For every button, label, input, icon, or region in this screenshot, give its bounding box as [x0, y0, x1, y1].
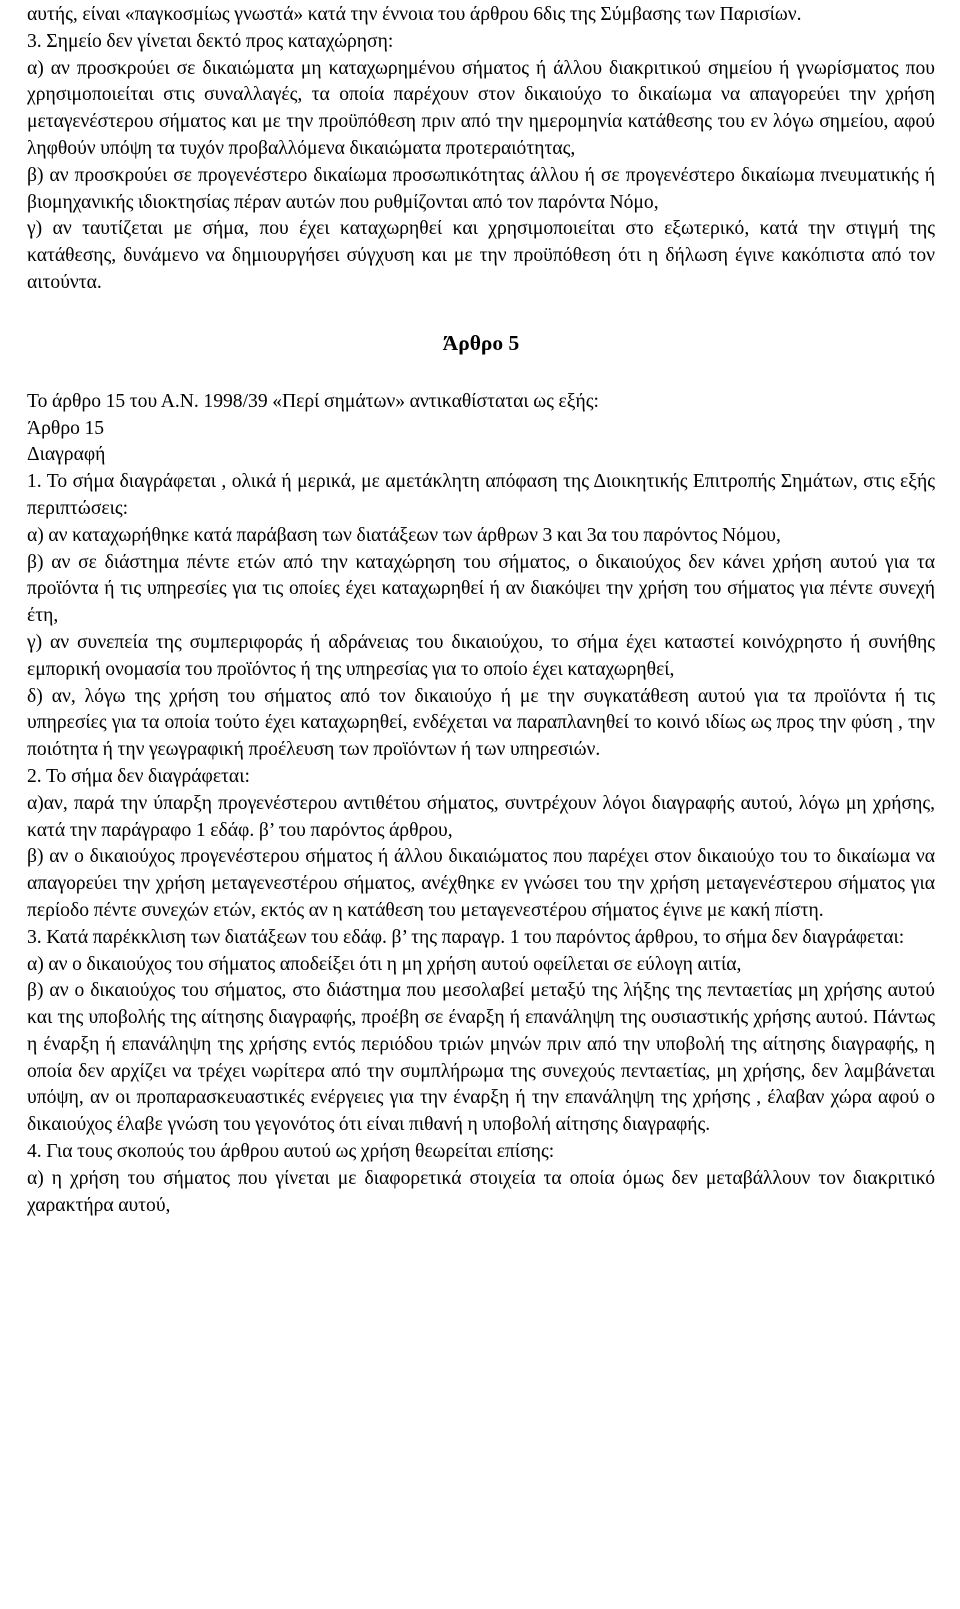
paragraph-clause-3c: γ) αν ταυτίζεται με σήμα, που έχει καταχωρηθεί και χρησιμοποιείται στο εξωτερικό, κατά την στιγμή της κατάθεσης, δυνάμενο να δημιουργήσει σύγχυση και με την προϋπόθεση ότι η δήλωση έγινε κακόπιστα από τον αιτούντα.: [27, 218, 935, 293]
paragraph-1c: γ) αν συνεπεία της συμπεριφοράς ή αδράνειας του δικαιούχου, το σήμα έχει καταστεί κοινόχρηστο ή συνήθης εμπορική ονομασία του προϊόντος ή της υπηρεσίας για το οποίο έχει καταχωρηθεί,: [27, 631, 935, 680]
paragraph-4: 4. Για τους σκοπούς του άρθρου αυτού ως χρήση θεωρείται επίσης:: [27, 1141, 555, 1163]
article-heading: Άρθρο 5: [442, 330, 520, 355]
paragraph-3a: α) αν ο δικαιούχος του σήματος αποδείξει ότι η μη χρήση αυτού οφείλεται σε εύλογη αιτία,: [27, 953, 742, 975]
intro-line: Το άρθρο 15 του Α.Ν. 1998/39 «Περί σημάτων» αντικαθίσταται ως εξής:: [27, 390, 599, 412]
paragraph-3: 3. Κατά παρέκκλιση των διατάξεων του εδάφ. β’ της παραγρ. 1 του παρόντος άρθρου, το σήμα δεν διαγράφεται:: [27, 926, 905, 948]
paragraph-2a: α)αν, παρά την ύπαρξη προγενέστερου αντιθέτου σήματος, συντρέχουν λόγοι διαγραφής αυτού, λόγω μη χρήσης, κατά την παράγραφο 1 εδάφ. β’ του παρόντος άρθρου,: [27, 792, 935, 841]
paragraph-clause-3a: α) αν προσκρούει σε δικαιώματα μη καταχωρημένου σήματος ή άλλου διακριτικού σημείου ή γνωρίσματος που χρησιμοποιείται στις συναλλαγές, τα οποία παρέχουν στον δικαιούχο το δικαίωμα να απαγορεύει την χρήση μεταγενέστερου σήματος και με την προϋπόθεση πριν από την ημερομηνία κατάθεσης του εν λόγω σημείου, αφού ληφθούν υπόψη τα τυχόν προβαλλόμενα δικαιώματα προτεραιότητας,: [27, 57, 935, 159]
paragraph-continuation: αυτής, είναι «παγκοσμίως γνωστά» κατά την έννοια του άρθρου 6δις της Σύμβασης των Παρισίων.: [27, 4, 802, 25]
paragraph-2: 2. Το σήμα δεν διαγράφεται:: [27, 765, 250, 787]
paragraph-2b: β) αν ο δικαιούχος προγενέστερου σήματος ή άλλου δικαιώματος που παρέχει στον δικαιούχο του το δικαίωμα να απαγορεύει την χρήση μεταγενεστέρου σήματος, ανέχθηκε εν γνώσει του την χρήση μεταγενέστερου σήματος για περίοδο πέντε συνεχών ετών, εκτός αν η κατάθεση του μεταγενεστέρου σήματος έγινε με κακή πίστη.: [27, 846, 935, 921]
sub-article-title: Άρθρο 15: [27, 417, 105, 439]
sub-article-subtitle: Διαγραφή: [27, 444, 106, 466]
paragraph-clause-3b: β) αν προσκρούει σε προγενέστερο δικαίωμα προσωπικότητας άλλου ή σε προγενέστερο δικαίωμα πνευματικής ή βιομηχανικής ιδιοκτησίας πέραν αυτών που ρυθμίζονται από τον παρόντα Νόμο,: [27, 164, 935, 213]
paragraph-1: 1. Το σήμα διαγράφεται , ολικά ή μερικά, με αμετάκλητη απόφαση της Διοικητικής Επιτροπής Σημάτων, στις εξής περιπτώσεις:: [27, 471, 935, 519]
paragraph-3b: β) αν ο δικαιούχος του σήματος, στο διάστημα που μεσολαβεί μεταξύ της λήξης της πενταετίας μη χρήσης αυτού και της υποβολής της αίτησης διαγραφής, προέβη σε έναρξη ή επανάληψη της ουσιαστικής χρήσης αυτού. Πάντως η έναρξη ή επανάληψη της χρήσης εντός περιόδου τριών μηνών πριν από την υποβολή της αίτησης διαγραφής, η οποία δεν αρχίζει να τρέχει νωρίτερα από την συμπλήρωμα της συνεχούς πενταετίας, μη χρήσης, δεν λαμβάνεται υπόψη, αν οι προπαρασκευαστικές ενέργειες για την έναρξη ή την επανάληψη της χρήσης , έλαβαν χώρα αφού ο δικαιούχος έλαβε γνώση του γεγονότος ότι είναι πιθανή η υποβολή αίτησης διαγραφής.: [27, 980, 935, 1136]
paragraph-1d: δ) αν, λόγω της χρήση του σήματος από τον δικαιούχο ή με την συγκατάθεση αυτού για τα προϊόντα ή τις υπηρεσίες για τα οποία τούτο έχει καταχωρηθεί, ενδέχεται να παραπλανηθεί το κοινό ιδίως ως προς την φύση , την ποιότητα ή την γεωγραφική προέλευση των προϊόντων ή των υπηρεσιών.: [27, 685, 935, 761]
paragraph-1a: α) αν καταχωρήθηκε κατά παράβαση των διατάξεων των άρθρων 3 και 3α του παρόντος Νόμου,: [27, 524, 781, 546]
paragraph-4a: α) η χρήση του σήματος που γίνεται με διαφορετικά στοιχεία τα οποία όμως δεν μεταβάλλουν τον διακριτικό χαρακτήρα αυτού,: [27, 1167, 935, 1216]
paragraph-1b: β) αν σε διάστημα πέντε ετών από την καταχώρηση του σήματος, ο δικαιούχος δεν κάνει χρήση αυτού για τα προϊόντα ή τις υπηρεσίες για τις οποίες έχει καταχωρηθεί ή αν διακόψει την χρήση του σήματος για πέντε συνεχή έτη,: [27, 551, 935, 627]
paragraph-clause-3: 3. Σημείο δεν γίνεται δεκτό προς καταχώρηση:: [27, 30, 394, 52]
